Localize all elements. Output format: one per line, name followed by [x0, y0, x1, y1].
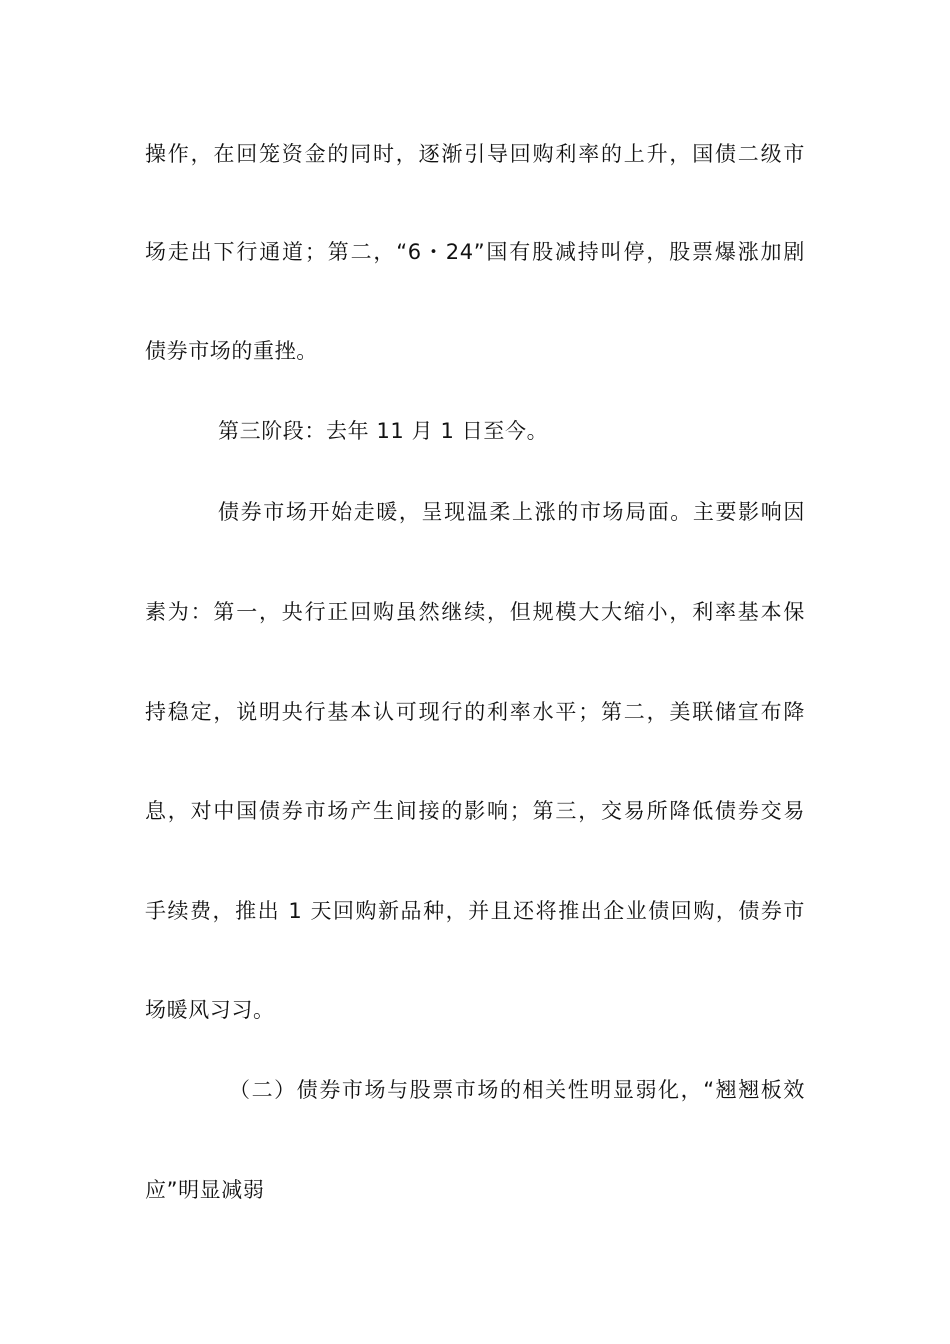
paragraph-line-3: 债券市场的重挫。	[145, 339, 318, 363]
paragraph-line-1: 操作，在回笼资金的同时，逐渐引导回购利率的上升，国债二级市	[145, 142, 805, 166]
paragraph-line-8: 息，对中国债券市场产生间接的影响；第三，交易所降低债券交易	[145, 799, 805, 823]
paragraph-line-9: 手续费，推出 1 天回购新品种，并且还将推出企业债回购，债券市	[145, 899, 805, 923]
paragraph-line-2: 场走出下行通道；第二，“6・24”国有股减持叫停，股票爆涨加剧	[145, 240, 805, 264]
paragraph-line-5: 债券市场开始走暖，呈现温柔上涨的市场局面。主要影响因	[218, 500, 805, 524]
paragraph-line-6: 素为：第一，央行正回购虽然继续，但规模大大缩小，利率基本保	[145, 600, 805, 624]
section-heading-stage-three: 第三阶段：去年 11 月 1 日至今。	[218, 419, 549, 443]
section-heading-two-line-2: 应”明显减弱	[145, 1178, 265, 1202]
paragraph-line-7: 持稳定，说明央行基本认可现行的利率水平；第二，美联储宣布降	[145, 700, 805, 724]
section-heading-two-line-1: （二）债券市场与股票市场的相关性明显弱化，“翘翘板效	[229, 1078, 805, 1102]
paragraph-line-10: 场暖风习习。	[145, 998, 275, 1022]
